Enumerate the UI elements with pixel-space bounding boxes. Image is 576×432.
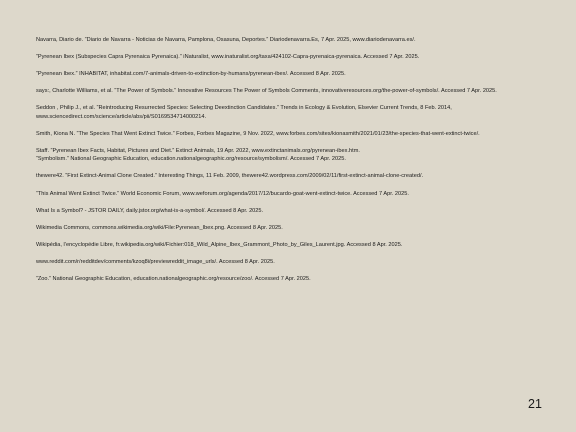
reference-entry: What Is a Symbol? - JSTOR DAILY, daily.jstor.org/what-is-a-symbol/. Accessed 8 Apr. 2025. xyxy=(36,207,264,214)
references-list xyxy=(36,36,542,292)
page-number: 21 xyxy=(528,397,542,411)
reference-entry: Wikipédia, l’encyclopédie Libre, fr.wikipedia.org/wiki/Fichier:018_Wild_Alpine_Ibex_Grammont_Photo_by_Giles_Laurent.jpg. Accessed 8 Apr. 2025. xyxy=(36,241,403,248)
reference-entry: “Zoo.” National Geographic Education, education.nationalgeographic.org/resource/zoo/. Accessed 7 Apr. 2025. xyxy=(36,276,311,283)
reference-entry: “Pyrenean Ibex.” INHABITAT, inhabitat.com/7-animals-driven-to-extinction-by-humans/pyrenean-ibex/. Accessed 8 Apr. 2025. xyxy=(36,71,346,78)
reference-entry: Seddon , Philip J., et al. “Reintroducing Resurrected Species: Selecting Deextinction Candidates.” Trends in Ecology & Evolution, Elsevier Current Trends, 8 Feb. 2014, www.sciencedirect.com/science/article/abs/pii/S0169534714000214. xyxy=(36,105,452,120)
reference-entry: “This Animal Went Extinct Twice.” World Economic Forum, www.weforum.org/agenda/2017/12/bucardo-goat-went-extinct-twice. Accessed 7 Apr. 2025. xyxy=(36,190,409,197)
reference-entry: thewere42. “First Extinct-Animal Clone Created.” Interesting Things, 11 Feb. 2009, thewere42.wordpress.com/2009/02/11/first-extinct-animal-clone-created/. xyxy=(36,173,424,180)
reference-entry: Staff. “Pyrenean Ibex Facts, Habitat, Pictures and Diet.” Extinct Animals, 19 Apr. 2022, www.extinctanimals.org/pyrenean-ibex.htm. “Symbolism.” National Geographic Education, education.nationalgeographic.org/resource/symbolism/. Accessed 7 Apr. 2025. xyxy=(36,147,360,163)
reference-entry: Navarra, Diario de. “Diario de Navarra - Noticias de Navarra, Pamplona, Osasuna, Deportes.” Diariodenavarra.Es, 7 Apr. 2025, www.diariodenavarra.es/. xyxy=(36,37,416,43)
reference-entry: www.reddit.com/r/redditdev/comments/kzoq8i/previewreddit_image_urls/. Accessed 8 Apr. 2025. xyxy=(36,258,275,265)
reference-entry: Smith, Kiona N. “The Species That Went Extinct Twice.” Forbes, Forbes Magazine, 9 Nov. 2022, www.forbes.com/sites/kionasmith/2021/01/23/the-species-that-went-extinct-twice/. xyxy=(36,130,480,137)
reference-entry: says:, Charlotte Williams, et al. “The Power of Symbols.” Innovative Resources The Power of Symbols Comments, innovativeresources.org/the-power-of-symbols/. Accessed 7 Apr. 2025. xyxy=(36,88,497,95)
reference-entry: “Pyrenean Ibex (Subspecies Capra Pyrenaica Pyrenaica).” iNaturalist, www.inaturalist.org/taxa/424102-Capra-pyrenaica-pyrenaica. Accessed 7 Apr. 2025. xyxy=(36,54,420,61)
reference-entry: Wikimedia Commons, commons.wikimedia.org/wiki/File:Pyrenean_Ibex.png. Accessed 8 Apr. 2025. xyxy=(36,224,283,231)
